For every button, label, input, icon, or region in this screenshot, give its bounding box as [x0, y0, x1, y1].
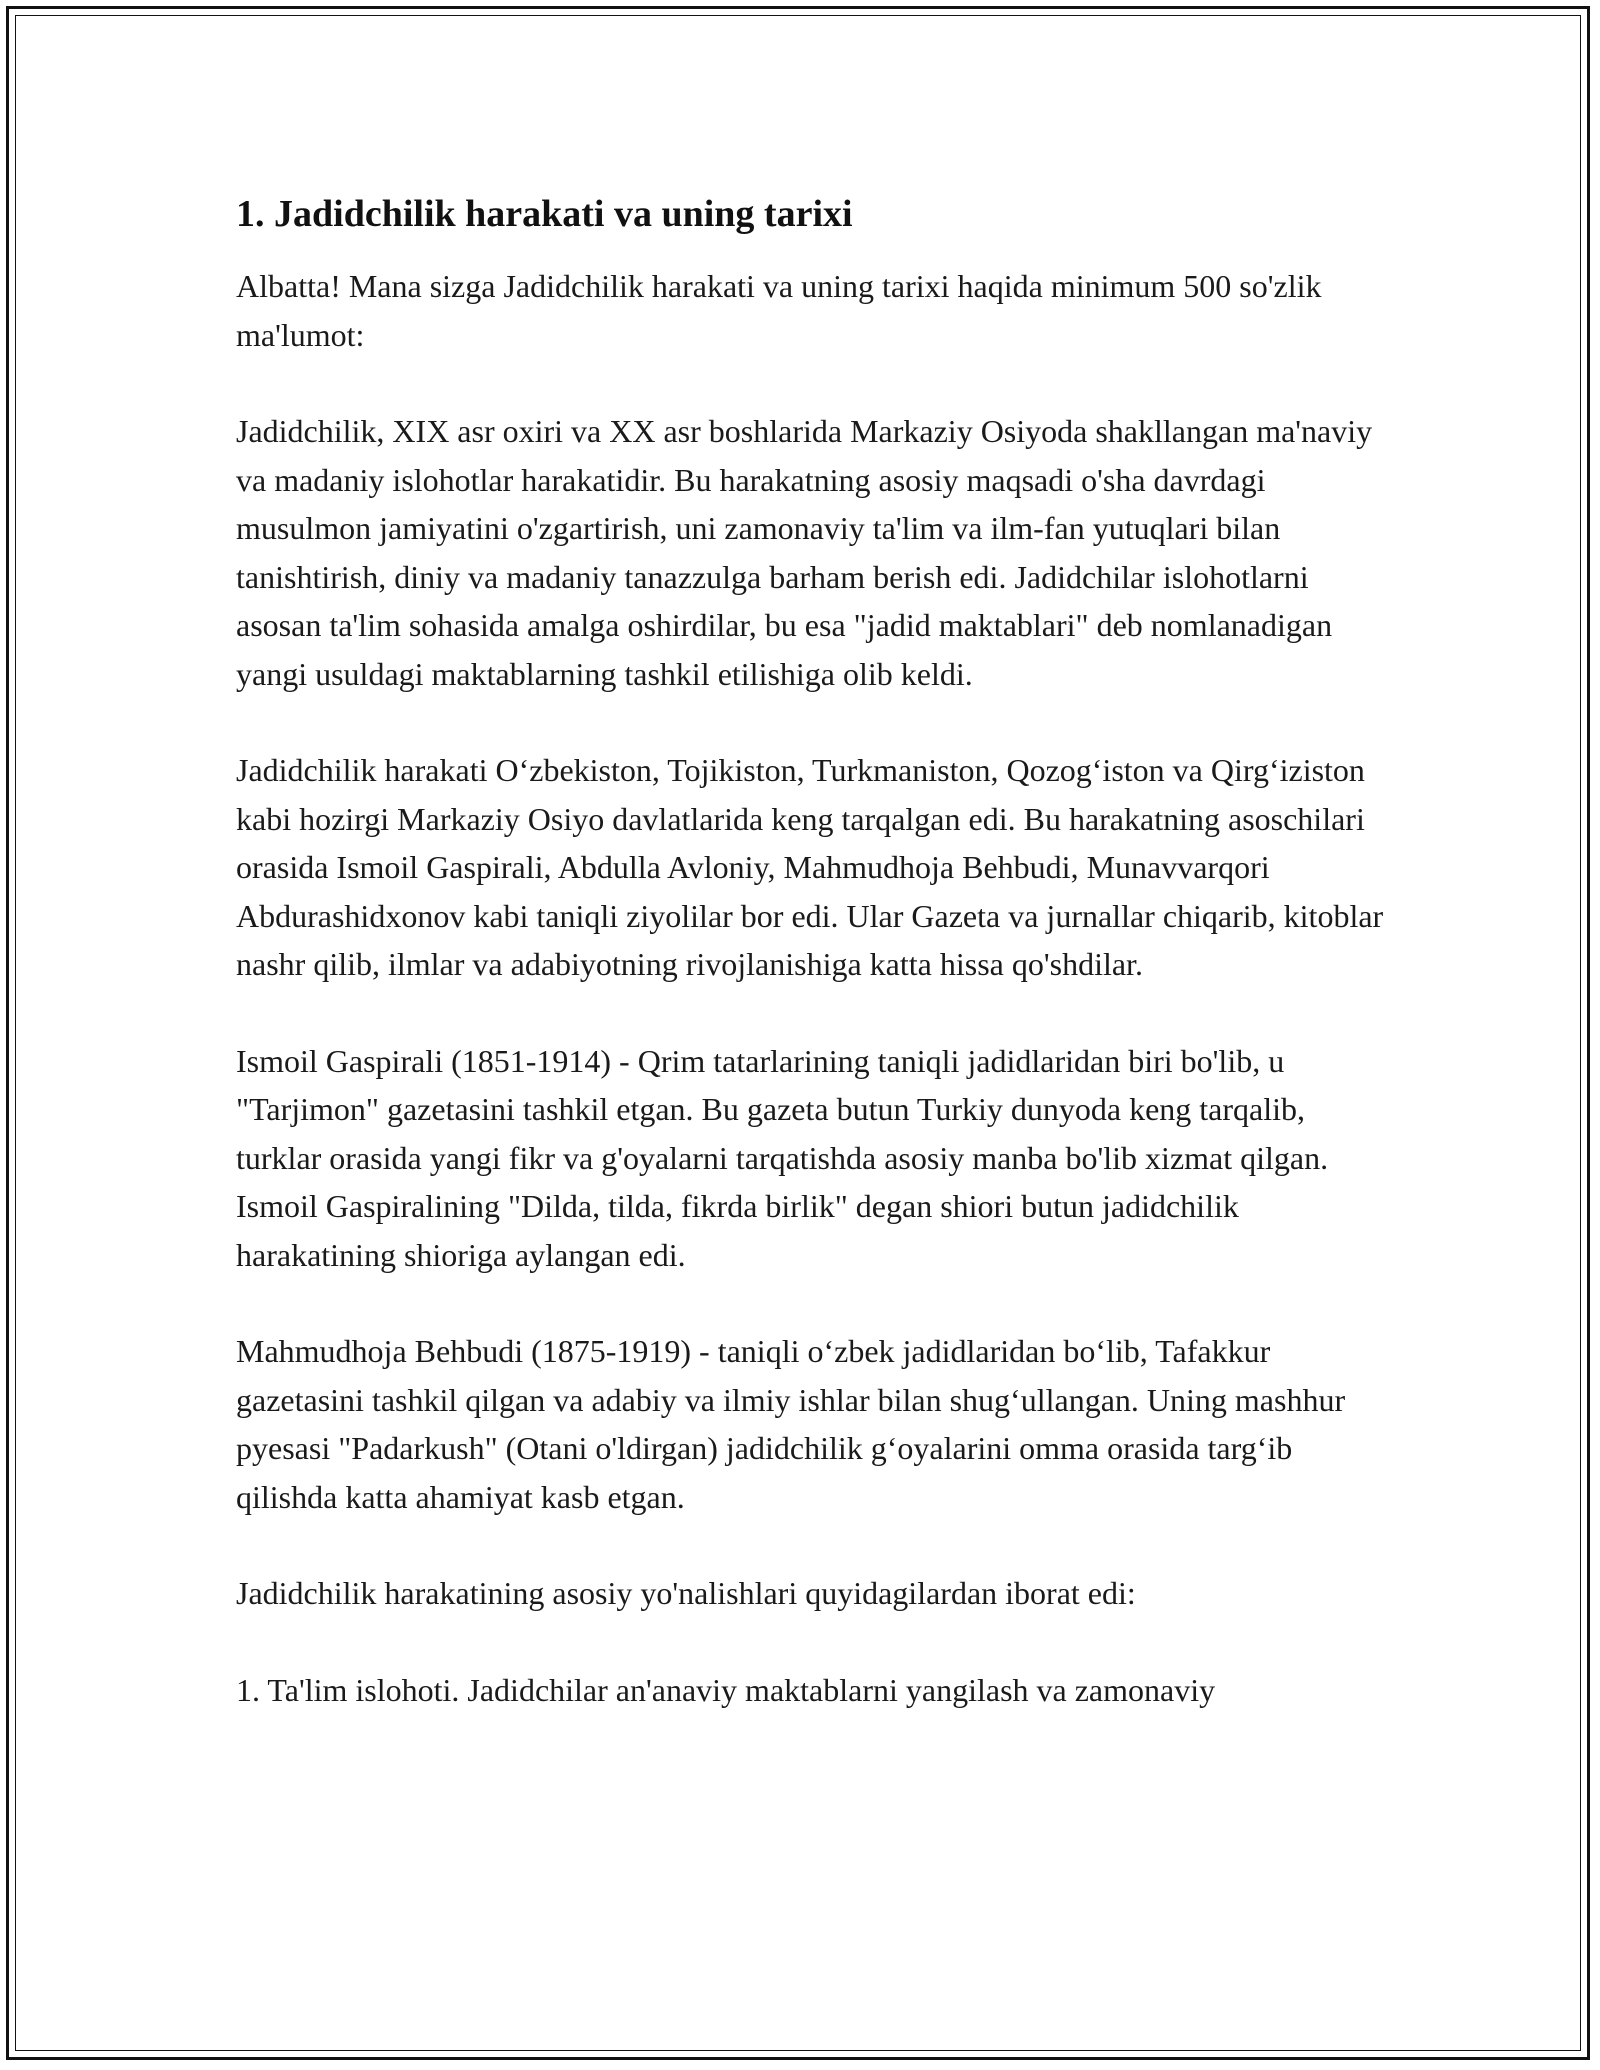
paragraph-behbudi: Mahmudhoja Behbudi (1875-1919) - taniqli o‘zbek jadidlaridan bo‘lib, Tafakkur gazetasini tashkil qilgan va adabiy va ilmiy ishlar bilan shug‘ullangan. Uning mashhur pyesasi "Padarkush" (Otani o'ldirgan) jadidchilik g‘oyalarini omma orasida targ‘ib qilishda katta ahamiyat kasb etgan.	[236, 1333, 1346, 1515]
paragraph-gaspirali: Ismoil Gaspirali (1851-1914) - Qrim tatarlarining taniqli jadidlaridan biri bo'lib, u "Tarjimon" gazetasini tashkil etgan. Bu gazeta butun Turkiy dunyoda keng tarqalib, turklar orasida yangi fikr va g'oyalarni tarqatishda asosiy manba bo'lib xizmat qilgan. Ismoil Gaspiralining "Dilda, tilda, fikrda birlik" degan shiori butun jadidchilik harakatining shioriga aylangan edi.	[236, 1042, 1329, 1273]
document-body	[236, 188, 1386, 1762]
paragraph-definition: Jadidchilik, XIX asr oxiri va XX asr boshlarida Markaziy Osiyoda shakllangan ma'naviy va madaniy islohotlar harakatidir. Bu harakatning asosiy maqsadi o'sha davrdagi musulmon jamiyatini o'zgartirish, uni zamonaviy ta'lim va ilm-fan yutuqlari bilan tanishtirish, diniy va madaniy tanazzulga barham berish edi. Jadidchilar islohotlarni asosan ta'lim sohasida amalga oshirdilar, bu esa "jadid maktablari" deb nomlanadigan yangi usuldagi maktablarning tashkil etilishiga olib keldi.	[236, 413, 1373, 692]
intro-paragraph: Albatta! Mana sizga Jadidchilik harakati va uning tarixi haqida minimum 500 so'zlik ma'lumot:	[236, 268, 1322, 353]
paragraph-directions: Jadidchilik harakatining asosiy yo'nalishlari quyidagilardan iborat edi:	[236, 1575, 1136, 1611]
paragraph-spread: Jadidchilik harakati O‘zbekiston, Tojikiston, Turkmaniston, Qozog‘iston va Qirg‘iziston kabi hozirgi Markaziy Osiyo davlatlarida keng tarqalgan edi. Bu harakatning asoschilari orasida Ismoil Gaspirali, Abdulla Avloniy, Mahmudhoja Behbudi, Munavvarqori Abdurashidxonov kabi taniqli ziyolilar bor edi. Ular Gazeta va jurnallar chiqarib, kitoblar nashr qilib, ilmlar va adabiyotning rivojlanishiga katta hissa qo'shdilar.	[236, 752, 1384, 982]
list-item-education-reform: 1. Ta'lim islohoti. Jadidchilar an'anaviy maktablarni yangilash va zamonaviy	[236, 1671, 1216, 1708]
section-heading: 1. Jadidchilik harakati va uning tarixi	[236, 193, 853, 235]
